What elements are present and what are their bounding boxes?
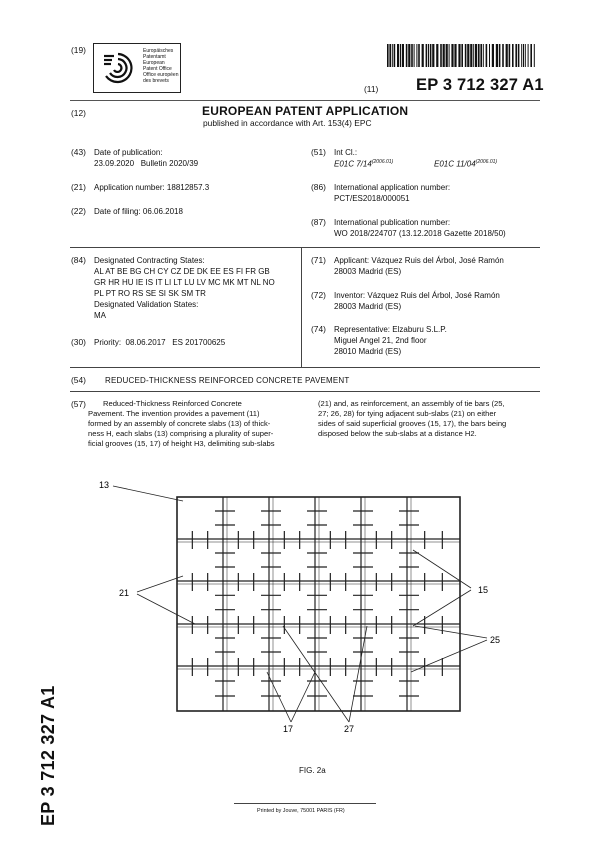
inid-code-22: (22) [71, 206, 86, 216]
footer-rule [234, 803, 376, 804]
inid-code-74: (74) [311, 324, 326, 334]
barcode [387, 44, 537, 67]
epo-logo-box [93, 43, 181, 93]
inid-code-54: (54) [71, 375, 86, 385]
parties-divider [70, 367, 540, 368]
inid-code-51: (51) [311, 147, 326, 157]
ref-17: 17 [283, 724, 294, 734]
intl-publication-label: International publication number: [334, 218, 451, 227]
filing-date: Date of filing: 06.06.2018 [94, 207, 183, 216]
intl-application-label: International application number: [334, 183, 451, 192]
title-divider [70, 391, 540, 392]
intl-publication-value: WO 2018/224707 (13.12.2018 Gazette 2018/50) [334, 229, 506, 238]
figure-caption: FIG. 2a [299, 766, 326, 775]
inid-code-72: (72) [311, 290, 326, 300]
abstract-right-column: (21) and, as reinforcement, an assembly of tie bars (25, 27; 26, 28) for tying adjacent sub-slabs (21) on either sides of said superficial grooves (15, 17), the bars being disposed below the sub-slabs at a distance H2. [318, 399, 507, 438]
inid-code-43: (43) [71, 147, 86, 157]
applicant: Applicant: Vázquez Ruis del Árbol, José Ramón 28003 Madrid (ES) [334, 256, 504, 276]
ref-13: 13 [99, 480, 110, 490]
representative: Representative: Elzaburu S.L.P. Miguel Angel 21, 2nd floor 28010 Madrid (ES) [334, 325, 447, 356]
publication-number: EP 3 712 327 A1 [416, 76, 544, 94]
inid-code-19: (19) [71, 45, 86, 55]
inid-code-87: (87) [311, 217, 326, 227]
inid-code-57: (57) [71, 399, 86, 409]
intl-application-value: PCT/ES2018/000051 [334, 194, 410, 203]
inid-code-71: (71) [311, 255, 326, 265]
inid-code-11: (11) [364, 84, 379, 94]
document-subtitle: published in accordance with Art. 153(4) EPC [203, 118, 372, 128]
biblio-divider [70, 247, 540, 248]
ref-27: 27 [344, 724, 355, 734]
header-divider [70, 100, 540, 101]
printer-note: Printed by Jouve, 75001 PARIS (FR) [257, 808, 345, 814]
abstract-left-column: Reduced-Thickness Reinforced Concrete Pavement. The invention provides a pavement (11) formed by an assembly of concrete slabs (13) of thick- ness H, each slabs (13) comprising a plurality of super- ficial grooves (15, 17) of height H3, delimiting sub-slabs [88, 399, 275, 448]
inid-code-21: (21) [71, 182, 86, 192]
column-divider [301, 247, 302, 367]
figure-drawing [95, 476, 525, 738]
ipc-class-2: E01C $11/04^{(2006.01)}$ [434, 159, 498, 169]
ref-25: 25 [490, 635, 501, 645]
priority: Priority: 08.06.2017 ES 201700625 [94, 338, 226, 347]
slab-outline [177, 497, 460, 711]
ipc-class-1: E01C $7/14^{(2006.01)}$ [334, 159, 394, 169]
application-number: Application number: 18812857.3 [94, 183, 210, 192]
office-name: Europäisches Patentamt European Patent Office Office européen des brevets [143, 48, 179, 84]
inid-code-30: (30) [71, 337, 86, 347]
invention-title: REDUCED-THICKNESS REINFORCED CONCRETE PAVEMENT [105, 376, 350, 385]
side-publication-number: EP 3 712 327 A1 [38, 685, 58, 826]
designated-states: Designated Contracting States: AL AT BE BG CH CY CZ DE DK EE ES FI FR GB GR HR HU IE IS IT LI LT LU LV MC MK MT NL NO PL PT RO RS SE SI SK SM TR Designated Validation States: MA [94, 256, 275, 320]
inventor: Inventor: Vázquez Ruis del Árbol, José Ramón 28003 Madrid (ES) [334, 291, 500, 311]
epo-logo-icon [101, 50, 135, 86]
inid-code-86: (86) [311, 182, 326, 192]
publication-date-label: Date of publication: [94, 148, 163, 157]
ref-21: 21 [119, 588, 130, 598]
inid-code-84: (84) [71, 255, 86, 265]
leader-lines [113, 486, 487, 722]
int-cl-label: Int Cl.: [334, 148, 358, 157]
ref-15: 15 [478, 585, 489, 595]
publication-date-value: 23.09.2020 Bulletin 2020/39 [94, 159, 199, 168]
document-type: EUROPEAN PATENT APPLICATION [202, 104, 409, 118]
inid-code-12: (12) [71, 108, 86, 118]
